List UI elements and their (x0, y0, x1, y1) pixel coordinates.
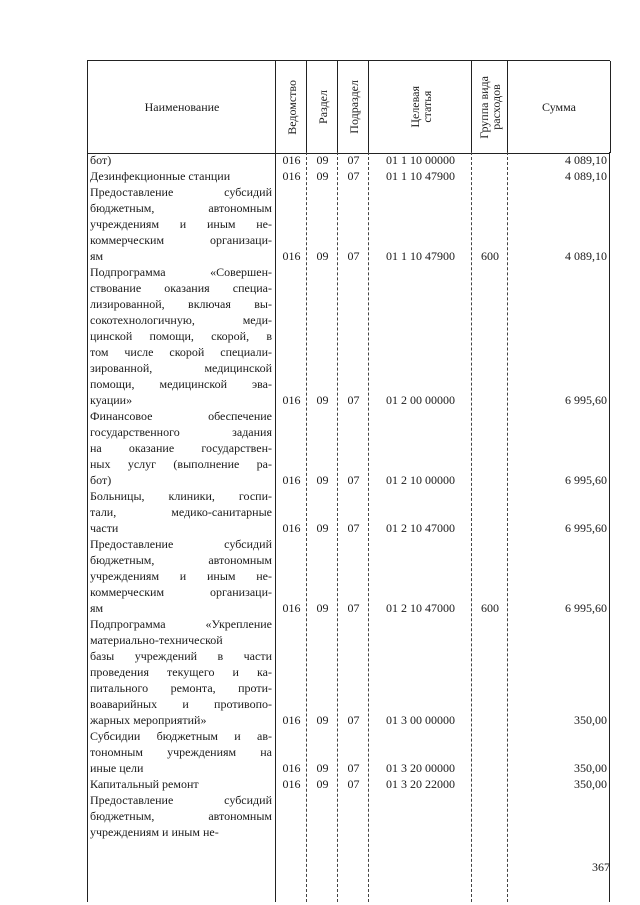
row-target: 01 3 20 00000 (386, 761, 455, 775)
row-name (90, 168, 272, 184)
row-name (90, 488, 272, 536)
row-name-line: питального ремонта, проти- (90, 681, 272, 695)
table-row (87, 776, 610, 792)
row-sum: 350,00 (574, 713, 607, 727)
row-sum: 350,00 (574, 777, 607, 791)
row-name (90, 264, 272, 408)
row-name-line: тали, медико-санитарные (90, 505, 272, 519)
row-dept: 016 (282, 777, 301, 791)
row-name-line: Дезинфекционные станции (90, 169, 231, 183)
row-name-line: Предоставление субсидий (90, 185, 272, 199)
row-section: 09 (316, 393, 329, 407)
row-name (90, 792, 272, 840)
row-subsection: 07 (347, 777, 360, 791)
page-number: 367 (592, 860, 610, 874)
row-dept: 016 (282, 393, 301, 407)
table-row (87, 792, 610, 840)
row-name-line: материально-технической (90, 633, 223, 647)
row-name-line: части (90, 521, 119, 535)
row-name-line: ствование оказания специа- (90, 281, 272, 295)
row-name-line: Предоставление субсидий (90, 537, 272, 551)
row-name-line: лизированной, включая вы- (90, 297, 272, 311)
row-name-line: Подпрограмма «Укрепление (90, 617, 272, 631)
table-row (87, 616, 610, 728)
row-name-line: бюджетным, автономным (90, 809, 272, 823)
row-section: 09 (316, 249, 329, 263)
row-subsection: 07 (347, 713, 360, 727)
row-sum: 4 089,10 (565, 169, 607, 183)
row-sum: 6 995,60 (565, 393, 607, 407)
header-section: Раздел (306, 61, 338, 153)
row-dept: 016 (282, 169, 301, 183)
row-name (90, 776, 272, 792)
row-section: 09 (316, 153, 329, 167)
row-subsection: 07 (347, 153, 360, 167)
row-name-line: помощи, медицинской эва- (90, 377, 272, 391)
header-name: Наименование (87, 61, 276, 153)
header-dept: Ведомство (275, 61, 307, 153)
row-target: 01 1 10 00000 (386, 153, 455, 167)
row-section: 09 (316, 473, 329, 487)
budget-table (87, 60, 610, 839)
table-row (87, 152, 610, 168)
row-name-line: сокотехнологичную, меди- (90, 313, 272, 327)
row-sum: 6 995,60 (565, 601, 607, 615)
row-name-line: проведения текущего и ка- (90, 665, 272, 679)
row-name (90, 408, 272, 488)
row-name (90, 536, 272, 616)
header-sum: Сумма (507, 61, 611, 153)
row-subsection: 07 (347, 249, 360, 263)
row-name-line: Субсидии бюджетным и ав- (90, 729, 272, 743)
row-name-line: куации» (90, 393, 133, 407)
row-dept: 016 (282, 521, 301, 535)
table-row (87, 184, 610, 264)
row-name-line: бот) (90, 473, 112, 487)
row-dept: 016 (282, 153, 301, 167)
row-name-line: цинской помощи, скорой, в (90, 329, 272, 343)
row-name-line: Предоставление субсидий (90, 793, 272, 807)
row-group: 600 (481, 249, 499, 263)
row-sum: 6 995,60 (565, 473, 607, 487)
row-subsection: 07 (347, 521, 360, 535)
row-name-line: учреждениям и иным не- (90, 569, 272, 583)
row-target: 01 3 20 22000 (386, 777, 455, 791)
row-name-line: Больницы, клиники, госпи- (90, 489, 272, 503)
row-name-line: коммерческим организаци- (90, 585, 272, 599)
row-section: 09 (316, 761, 329, 775)
row-group: 600 (481, 601, 499, 615)
row-subsection: 07 (347, 393, 360, 407)
row-subsection: 07 (347, 473, 360, 487)
row-section: 09 (316, 521, 329, 535)
row-name-line: том числе скорой специали- (90, 345, 272, 359)
row-name-line: ных услуг (выполнение ра- (90, 457, 272, 471)
row-target: 01 2 10 47000 (386, 601, 455, 615)
row-dept: 016 (282, 249, 301, 263)
row-section: 09 (316, 601, 329, 615)
row-target: 01 3 00 00000 (386, 713, 455, 727)
row-name-line: учреждениям и иным не- (90, 217, 272, 231)
row-name (90, 616, 272, 728)
table-body (87, 152, 610, 902)
header-group: Группа вида расходов (471, 61, 508, 153)
row-name-line: зированной, медицинской (90, 361, 272, 375)
row-name-line: Финансовое обеспечение (90, 409, 272, 423)
table-row (87, 488, 610, 536)
row-subsection: 07 (347, 169, 360, 183)
row-name-line: бюджетным, автономным (90, 201, 272, 215)
row-sum: 4 089,10 (565, 153, 607, 167)
row-name-line: воаварийных и противопо- (90, 697, 272, 711)
row-target: 01 2 10 47000 (386, 521, 455, 535)
row-section: 09 (316, 169, 329, 183)
table-header (87, 60, 610, 154)
row-name-line: бюджетным, автономным (90, 553, 272, 567)
row-target: 01 2 00 00000 (386, 393, 455, 407)
row-target: 01 2 10 00000 (386, 473, 455, 487)
row-subsection: 07 (347, 601, 360, 615)
row-name-line: учреждениям и иным не- (90, 825, 219, 839)
row-sum: 6 995,60 (565, 521, 607, 535)
row-name-line: ям (90, 601, 104, 615)
row-target: 01 1 10 47900 (386, 249, 455, 263)
table-row (87, 264, 610, 408)
row-name-line: бот) (90, 153, 112, 167)
row-name (90, 184, 272, 264)
row-dept: 016 (282, 713, 301, 727)
row-name-line: государственного задания (90, 425, 272, 439)
row-sum: 4 089,10 (565, 249, 607, 263)
table-row (87, 408, 610, 488)
row-name-line: базы учреждений в части (90, 649, 272, 663)
row-dept: 016 (282, 761, 301, 775)
header-subsection: Подраздел (337, 61, 369, 153)
row-name (90, 152, 272, 168)
row-name-line: на оказание государствен- (90, 441, 272, 455)
row-name-line: иные цели (90, 761, 144, 775)
row-name-line: жарных мероприятий» (90, 713, 207, 727)
row-dept: 016 (282, 601, 301, 615)
table-row (87, 728, 610, 776)
row-name-line: тономным учреждениям на (90, 745, 272, 759)
row-name-line: ям (90, 249, 104, 263)
row-name-line: Капитальный ремонт (90, 777, 199, 791)
row-target: 01 1 10 47900 (386, 169, 455, 183)
table-row (87, 536, 610, 616)
header-target: Целевая статья (368, 61, 472, 153)
row-section: 09 (316, 777, 329, 791)
row-subsection: 07 (347, 761, 360, 775)
row-name-line: коммерческим организаци- (90, 233, 272, 247)
row-name-line: Подпрограмма «Совершен- (90, 265, 272, 279)
row-sum: 350,00 (574, 761, 607, 775)
row-dept: 016 (282, 473, 301, 487)
table-row (87, 168, 610, 184)
row-section: 09 (316, 713, 329, 727)
row-name (90, 728, 272, 776)
